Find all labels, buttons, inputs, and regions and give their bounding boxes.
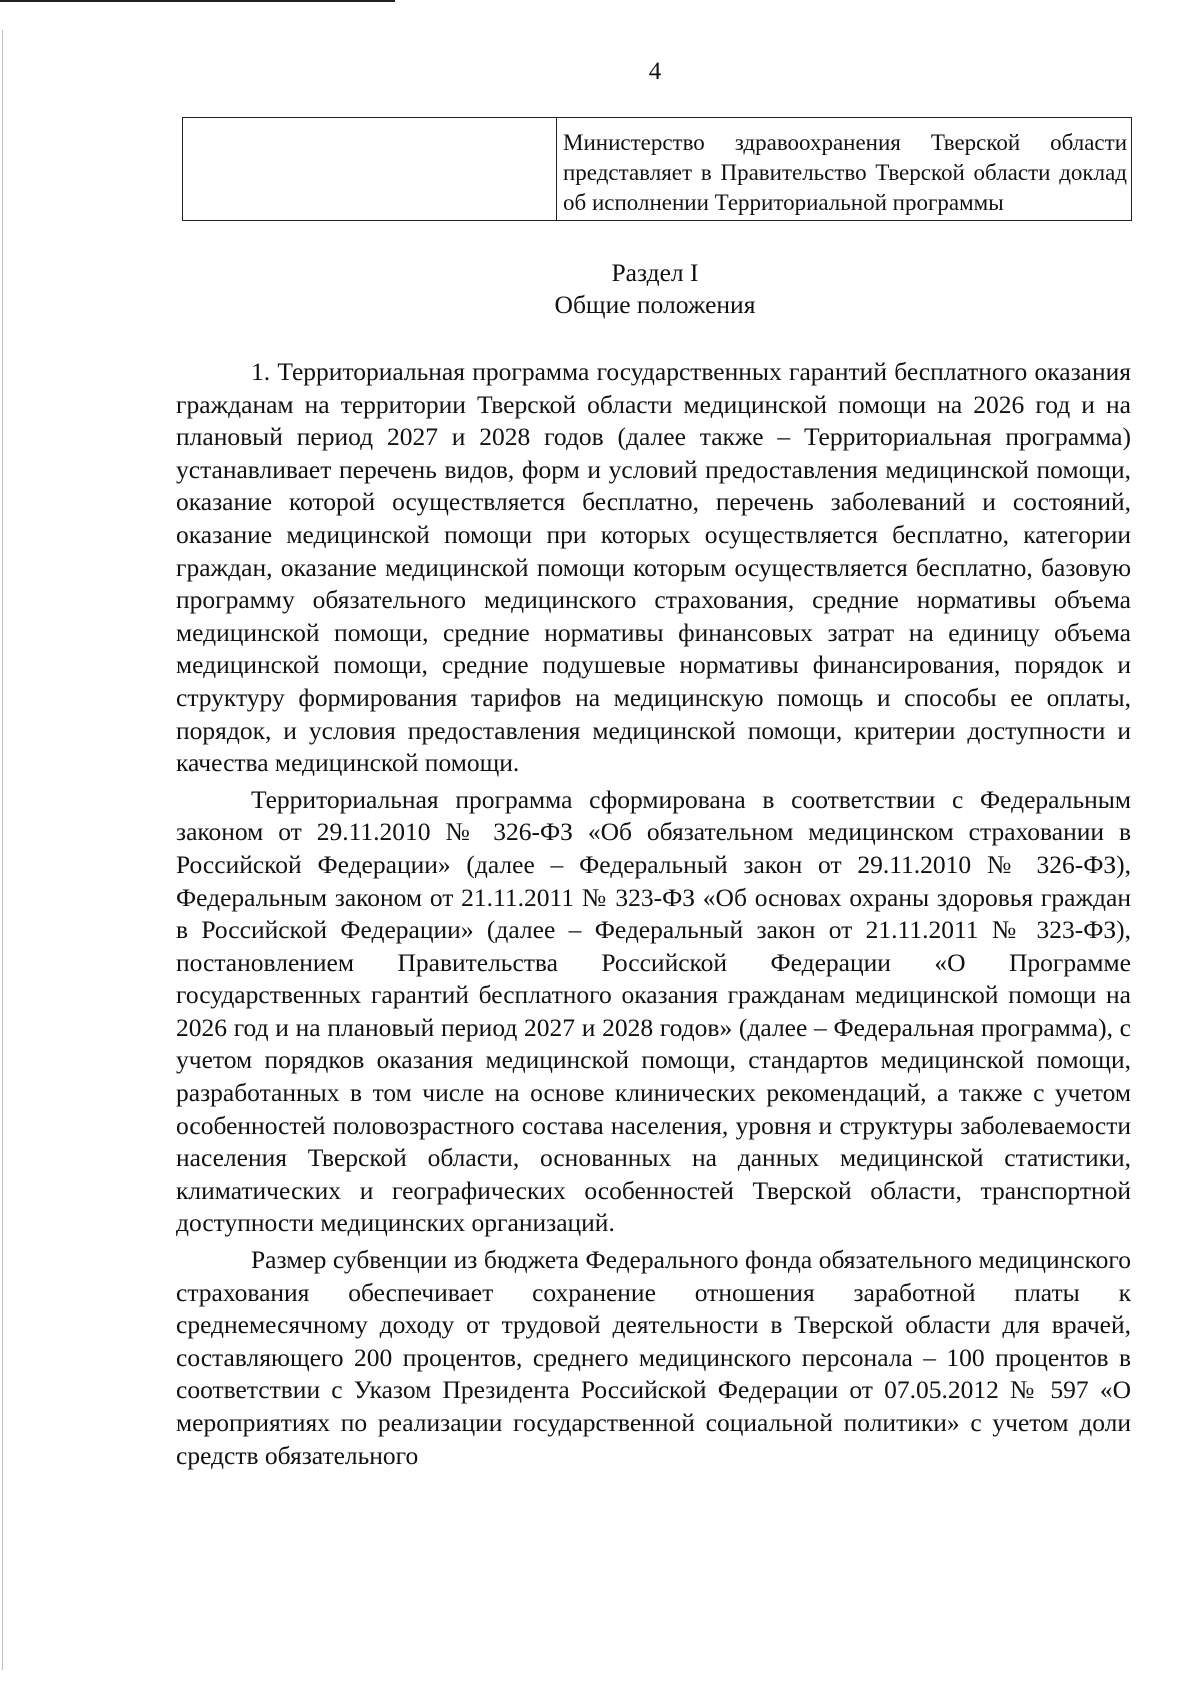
- document-body: [176, 356, 1131, 1476]
- table-cell-left: [183, 118, 557, 221]
- paragraph-1: 1. Территориальная программа государственных гарантий бесплатного оказания гражданам на территории Тверской области медицинской помощи на 2026 год и на плановый период 2027 и 2028 годов (далее также – Территориальная программа) устанавливает перечень видов, форм и условий предоставления медицинской помощи, оказание которой осуществляется бесплатно, перечень заболеваний и состояний, оказание медицинской помощи при которых осуществляется бесплатно, категории граждан, оказание медицинской помощи которым осуществляется бесплатно, базовую программу обязательного медицинского страхования, средние нормативы объема медицинской помощи, средние нормативы финансовых затрат на единицу объема медицинской помощи, средние подушевые нормативы финансирования, порядок и структуру формирования тарифов на медицинскую помощь и способы ее оплаты, порядок, и условия предоставления медицинской помощи, критерии доступности и качества медицинской помощи.: [176, 357, 1131, 778]
- paragraph-2: Территориальная программа сформирована в соответствии с Федеральным законом от 29.11.2010 № 326-ФЗ «Об обязательном медицинском страховании в Российской Федерации» (далее – Федеральный закон от 29.11.2010 № 326-ФЗ), Федеральным законом от 21.11.2011 № 323-ФЗ «Об основах охраны здоровья граждан в Российской Федерации» (далее – Федеральный закон от 21.11.2011 № 323-ФЗ), постановлением Правительства Российской Федерации «О Программе государственных гарантий бесплатного оказания гражданам медицинской помощи на 2026 год и на плановый период 2027 и 2028 годов» (далее – Федеральная программа), с учетом порядков оказания медицинской помощи, стандартов медицинской помощи, разработанных в том числе на основе клинических рекомендаций, а также с учетом особенностей половозрастного состава населения, уровня и структуры заболеваемости населения Тверской области, основанных на данных медицинской статистики, климатических и географических особенностей Тверской области, транспортной доступности медицинских организаций.: [176, 784, 1131, 1238]
- paragraph-3: Размер субвенции из бюджета Федерального фонда обязательного медицинского страхования обеспечивает сохранение отношения заработной платы к среднемесячному доходу от трудовой деятельности в Тверской области для врачей, составляющего 200 процентов, среднего медицинского персонала – 100 процентов в соответствии с Указом Президента Российской Федерации от 07.05.2012 № 597 «О мероприятиях по реализации государственной социальной политики» с учетом доли средств обязательного: [176, 1245, 1131, 1470]
- section-title: Общие положения: [554, 290, 756, 319]
- page-number: 4: [648, 58, 662, 85]
- table-row: [183, 118, 1132, 221]
- scan-edge-line: [0, 0, 395, 2]
- table-cell-right: Министерство здравоохранения Тверской области представляет в Правительство Тверской области доклад об исполнении Территориальной программы: [557, 118, 1132, 221]
- continuation-table: [182, 117, 1132, 221]
- section-number: Раздел I: [611, 258, 699, 287]
